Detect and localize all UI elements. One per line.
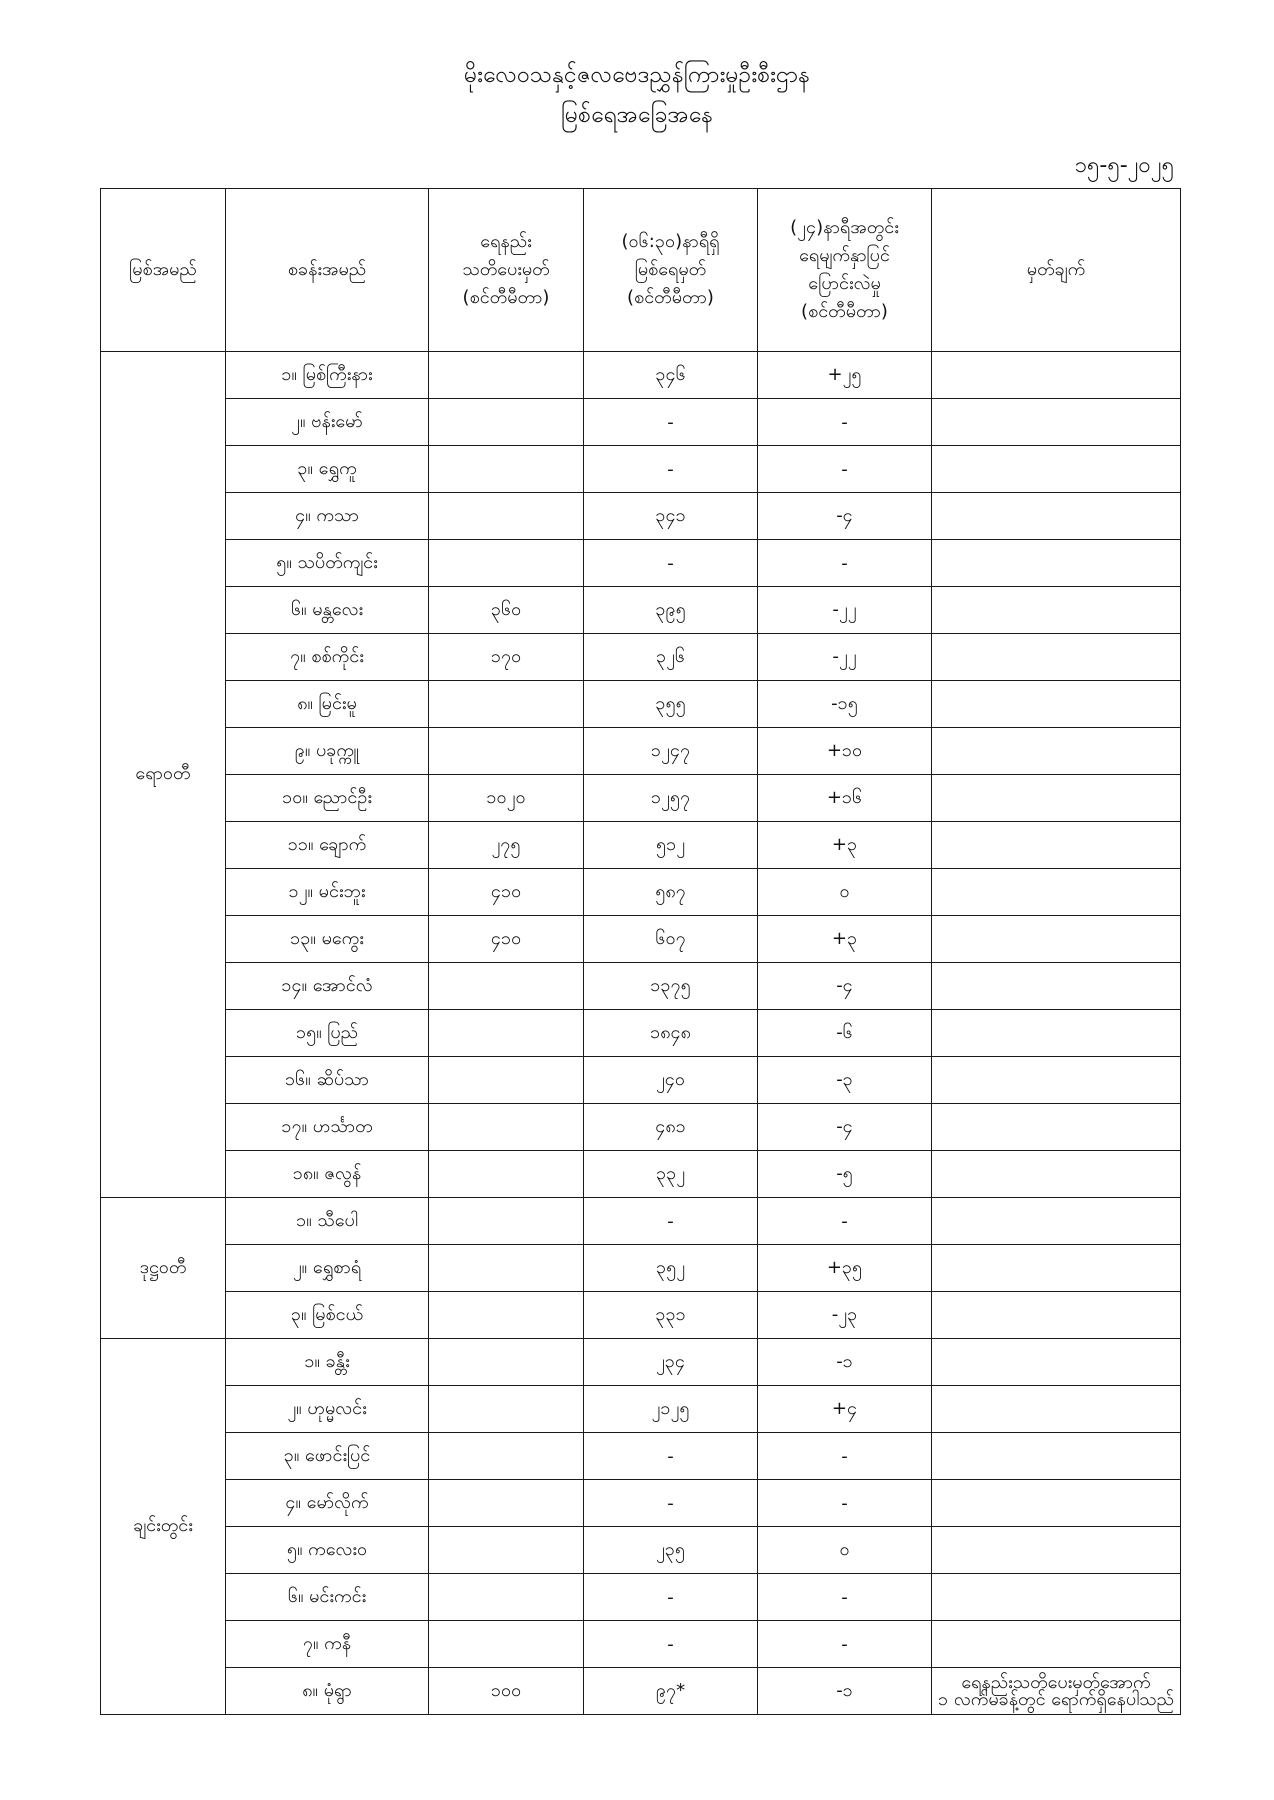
table-row — [101, 1386, 1181, 1433]
table-row — [101, 1339, 1181, 1386]
remark-cell — [932, 1057, 1181, 1104]
col-change-line: ပြောင်းလဲမှု — [808, 273, 881, 294]
change-cell: +၄ — [758, 1386, 932, 1433]
remark-cell — [932, 634, 1181, 681]
remark-cell — [932, 728, 1181, 775]
warning-level-cell — [429, 963, 584, 1010]
remark-cell — [932, 540, 1181, 587]
change-cell: +၁၀ — [758, 728, 932, 775]
water-level-cell: ၅၈၇ — [584, 869, 758, 916]
change-cell: - — [758, 1621, 932, 1668]
table-row — [101, 1527, 1181, 1574]
station-cell: ၂။ ဗန်းမော် — [226, 399, 429, 446]
change-cell: ၀ — [758, 869, 932, 916]
station-cell: ၉။ ပခုက္ကူ — [226, 728, 429, 775]
station-cell: ၃။ ဖောင်းပြင် — [226, 1433, 429, 1480]
warning-level-cell — [429, 1198, 584, 1245]
col-change-line: (၂၄)နာရီအတွင်း — [790, 217, 899, 238]
table-row — [101, 1151, 1181, 1198]
table-row — [101, 1104, 1181, 1151]
remark-cell — [932, 1151, 1181, 1198]
remark-cell — [932, 1668, 1181, 1715]
change-cell: +၃ — [758, 822, 932, 869]
change-cell: - — [758, 540, 932, 587]
water-level-cell: - — [584, 1433, 758, 1480]
warning-level-cell — [429, 1245, 584, 1292]
water-level-cell: ၂၁၂၅ — [584, 1386, 758, 1433]
remark-cell — [932, 822, 1181, 869]
river-name-cell: ဒုဋ္ဌဝတီ — [101, 1198, 226, 1339]
change-cell: -၁ — [758, 1339, 932, 1386]
col-level-line: (စင်တီမီတာ) — [627, 287, 714, 308]
water-level-cell: ၁၈၄၈ — [584, 1010, 758, 1057]
station-cell: ၁။ မြစ်ကြီးနား — [226, 352, 429, 399]
water-level-cell: - — [584, 1621, 758, 1668]
change-cell: -၂၃ — [758, 1292, 932, 1339]
warning-level-cell — [429, 1339, 584, 1386]
table-row — [101, 634, 1181, 681]
water-level-cell: ၃၉၅ — [584, 587, 758, 634]
col-change-line: (စင်တီမီတာ) — [801, 301, 888, 322]
remark-cell — [932, 1104, 1181, 1151]
station-cell: ၄။ ကသာ — [226, 493, 429, 540]
change-cell: - — [758, 1480, 932, 1527]
station-cell: ၅။ သပိတ်ကျင်း — [226, 540, 429, 587]
remark-line: ရေနည်းသတိပေးမှတ်အောက် — [961, 1672, 1151, 1693]
warning-level-cell: ၂၇၅ — [429, 822, 584, 869]
remark-cell — [932, 681, 1181, 728]
warning-level-cell: ၁၇၀ — [429, 634, 584, 681]
warning-level-cell — [429, 1574, 584, 1621]
water-level-cell: - — [584, 399, 758, 446]
report-date: ၁၅-၅-၂၀၂၅ — [1074, 153, 1174, 178]
water-level-cell: - — [584, 1198, 758, 1245]
river-name-cell: ရောဝတီ — [101, 352, 226, 1198]
table-row — [101, 399, 1181, 446]
remark-cell — [932, 775, 1181, 822]
remark-cell — [932, 1339, 1181, 1386]
remark-cell — [932, 352, 1181, 399]
warning-level-cell — [429, 446, 584, 493]
change-cell: -၃ — [758, 1057, 932, 1104]
remark-cell — [932, 1010, 1181, 1057]
col-24h-change — [758, 189, 932, 352]
water-level-cell: - — [584, 446, 758, 493]
warning-level-cell: ၃၆၀ — [429, 587, 584, 634]
change-cell: -၆ — [758, 1010, 932, 1057]
water-level-cell: ၃၄၁ — [584, 493, 758, 540]
station-cell: ၈။ မုံရွာ — [226, 1668, 429, 1715]
col-warning-line: သတိပေးမှတ် — [462, 259, 550, 280]
table-row — [101, 916, 1181, 963]
remark-cell — [932, 1574, 1181, 1621]
table-row — [101, 1057, 1181, 1104]
change-cell: -၄ — [758, 963, 932, 1010]
table-row — [101, 1245, 1181, 1292]
water-level-cell: ၁၂၅၇ — [584, 775, 758, 822]
change-cell: +၂၅ — [758, 352, 932, 399]
remark-cell — [932, 1386, 1181, 1433]
col-warning-line: (စင်တီမီတာ) — [462, 287, 550, 308]
page-title: မိုးလေဝသနှင့်ဇလဗေဒညွှန်ကြားမှုဦးစီးဌာန — [463, 62, 811, 88]
table-row — [101, 822, 1181, 869]
remark-cell — [932, 1527, 1181, 1574]
col-change-line: ရေမျက်နှာပြင် — [799, 245, 890, 266]
water-level-cell: ၁၂၄၇ — [584, 728, 758, 775]
change-cell: - — [758, 1198, 932, 1245]
station-cell: ၁၅။ ပြည် — [226, 1010, 429, 1057]
station-cell: ၁၆။ ဆိပ်သာ — [226, 1057, 429, 1104]
remark-line: ၁ လက်မခန့်တွင် ရောက်ရှိနေပါသည် — [937, 1689, 1175, 1710]
station-cell: ၂။ ဟုမ္မလင်း — [226, 1386, 429, 1433]
water-level-cell: - — [584, 1574, 758, 1621]
remark-cell — [932, 1292, 1181, 1339]
remark-cell — [932, 587, 1181, 634]
water-level-cell: ၃၃၂ — [584, 1151, 758, 1198]
table-row — [101, 728, 1181, 775]
warning-level-cell — [429, 399, 584, 446]
remark-cell — [932, 869, 1181, 916]
station-cell: ၃။ မြစ်ငယ် — [226, 1292, 429, 1339]
header-row — [101, 189, 1181, 352]
change-cell: +၃၅ — [758, 1245, 932, 1292]
station-cell: ၇။ စစ်ကိုင်း — [226, 634, 429, 681]
col-river-name: မြစ်အမည် — [101, 189, 226, 352]
remark-cell — [932, 1480, 1181, 1527]
water-level-cell: ၃၃၁ — [584, 1292, 758, 1339]
station-cell: ၁၄။ အောင်လံ — [226, 963, 429, 1010]
change-cell: - — [758, 446, 932, 493]
warning-level-cell — [429, 352, 584, 399]
warning-level-cell — [429, 1527, 584, 1574]
station-cell: ၄။ မော်လိုက် — [226, 1480, 429, 1527]
water-level-cell: ၂၃၅ — [584, 1527, 758, 1574]
station-cell: ၁၁။ ချောက် — [226, 822, 429, 869]
col-level-line: (၀၆:၃၀)နာရီရှိ — [621, 231, 720, 252]
warning-level-cell — [429, 1480, 584, 1527]
warning-level-cell — [429, 493, 584, 540]
change-cell: -၄ — [758, 1104, 932, 1151]
station-cell: ၁၇။ ဟင်္သာတ — [226, 1104, 429, 1151]
station-cell: ၁။ ခန္တီး — [226, 1339, 429, 1386]
water-level-cell: ၃၅၅ — [584, 681, 758, 728]
table-row — [101, 1480, 1181, 1527]
remark-cell — [932, 1245, 1181, 1292]
table-row — [101, 1574, 1181, 1621]
change-cell: -၂၂ — [758, 634, 932, 681]
station-cell: ၇။ ကနီ — [226, 1621, 429, 1668]
page-subtitle: မြစ်ရေအခြေအနေ — [561, 102, 713, 128]
col-level-line: မြစ်ရေမှတ် — [634, 259, 707, 280]
col-remark: မှတ်ချက် — [932, 189, 1181, 352]
station-cell: ၁၀။ ညောင်ဦး — [226, 775, 429, 822]
remark-cell — [932, 963, 1181, 1010]
warning-level-cell — [429, 1386, 584, 1433]
change-cell: +၃ — [758, 916, 932, 963]
remark-cell — [932, 493, 1181, 540]
change-cell: - — [758, 1433, 932, 1480]
col-warning-level — [429, 189, 584, 352]
table-row — [101, 1010, 1181, 1057]
change-cell: -၁၅ — [758, 681, 932, 728]
warning-level-cell: ၄၁၀ — [429, 869, 584, 916]
remark-cell — [932, 399, 1181, 446]
change-cell: -၅ — [758, 1151, 932, 1198]
station-cell: ၅။ ကလေးဝ — [226, 1527, 429, 1574]
change-cell: +၁၆ — [758, 775, 932, 822]
river-level-table — [100, 188, 1181, 1715]
table-row — [101, 540, 1181, 587]
warning-level-cell: ၁၀၂၀ — [429, 775, 584, 822]
table-row — [101, 1292, 1181, 1339]
water-level-cell: ၅၁၂ — [584, 822, 758, 869]
remark-cell — [932, 446, 1181, 493]
water-level-cell: - — [584, 540, 758, 587]
table-row — [101, 869, 1181, 916]
warning-level-cell — [429, 681, 584, 728]
warning-level-cell — [429, 728, 584, 775]
change-cell: -၄ — [758, 493, 932, 540]
water-level-cell: ၁၃၇၅ — [584, 963, 758, 1010]
warning-level-cell: ၄၁၀ — [429, 916, 584, 963]
change-cell: -၁ — [758, 1668, 932, 1715]
station-cell: ၆။ မန္တလေး — [226, 587, 429, 634]
table-body — [101, 352, 1181, 1715]
remark-cell — [932, 1621, 1181, 1668]
col-station-name: စခန်းအမည် — [226, 189, 429, 352]
warning-level-cell: ၁၀၀ — [429, 1668, 584, 1715]
col-warning-line: ရေနည်း — [480, 231, 532, 252]
table-row — [101, 775, 1181, 822]
table-row — [101, 1198, 1181, 1245]
remark-cell — [932, 1198, 1181, 1245]
table-row — [101, 963, 1181, 1010]
remark-cell — [932, 916, 1181, 963]
river-name-cell: ချင်းတွင်း — [101, 1339, 226, 1715]
table-row — [101, 1621, 1181, 1668]
water-level-cell: ၉၇* — [584, 1668, 758, 1715]
change-cell: - — [758, 399, 932, 446]
remark-cell — [932, 1433, 1181, 1480]
table-row — [101, 1433, 1181, 1480]
station-cell: ၈။ မြင်းမူ — [226, 681, 429, 728]
station-cell: ၂။ ရွှေစာရံ — [226, 1245, 429, 1292]
warning-level-cell — [429, 1057, 584, 1104]
table-row — [101, 587, 1181, 634]
station-cell: ၁။ သီပေါ — [226, 1198, 429, 1245]
table-row — [101, 352, 1181, 399]
warning-level-cell — [429, 1104, 584, 1151]
change-cell: -၂၂ — [758, 587, 932, 634]
warning-level-cell — [429, 1621, 584, 1668]
water-level-cell: ၃၂၆ — [584, 634, 758, 681]
warning-level-cell — [429, 1433, 584, 1480]
station-cell: ၁၃။ မကွေး — [226, 916, 429, 963]
table-row — [101, 681, 1181, 728]
warning-level-cell — [429, 1151, 584, 1198]
warning-level-cell — [429, 1010, 584, 1057]
warning-level-cell — [429, 1292, 584, 1339]
warning-level-cell — [429, 540, 584, 587]
station-cell: ၁၈။ ဇလွန် — [226, 1151, 429, 1198]
water-level-cell: ၆၀၇ — [584, 916, 758, 963]
col-water-level — [584, 189, 758, 352]
water-level-cell: ၂၄၀ — [584, 1057, 758, 1104]
table-row — [101, 1668, 1181, 1715]
water-level-cell: ၃၅၂ — [584, 1245, 758, 1292]
water-level-cell: ၄၈၁ — [584, 1104, 758, 1151]
water-level-cell: ၂၃၄ — [584, 1339, 758, 1386]
station-cell: ၆။ မင်းကင်း — [226, 1574, 429, 1621]
water-level-cell: - — [584, 1480, 758, 1527]
change-cell: - — [758, 1574, 932, 1621]
table-row — [101, 446, 1181, 493]
water-level-cell: ၃၄၆ — [584, 352, 758, 399]
station-cell: ၁၂။ မင်းဘူး — [226, 869, 429, 916]
station-cell: ၃။ ရွှေကူ — [226, 446, 429, 493]
table-row — [101, 493, 1181, 540]
change-cell: ၀ — [758, 1527, 932, 1574]
